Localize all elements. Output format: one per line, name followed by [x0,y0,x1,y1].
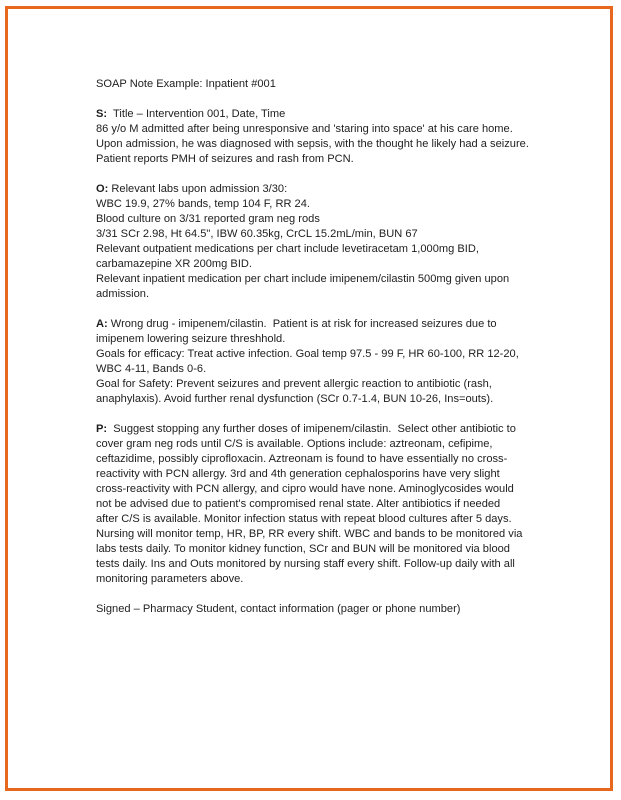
section-line [96,422,536,437]
section-line: not be advised due to patient's compromised renal state. Alter antibiotics if needed [96,498,501,510]
section-line: 3/31 SCr 2.98, Ht 64.5", IBW 60.35kg, CrCL 15.2mL/min, BUN 67 [96,228,418,240]
section-objective [96,182,536,302]
section-text: Suggest stopping any further doses of imipenem/cilastin. Select other antibiotic to [107,423,516,435]
section-label: P: [96,423,108,435]
section-line [96,317,536,332]
section-line: 86 y/o M admitted after being unresponsive and 'staring into space' at his care home. [96,123,513,135]
section-line: Relevant inpatient medication per chart include imipenem/cilastin 500mg given upon [96,273,510,285]
section-line: cross-reactivity with PCN allergy, and cipro would have none. Aminoglycosides would [96,483,514,495]
section-line: after C/S is available. Monitor infection status with repeat blood cultures after 5 days. [96,513,512,525]
section-line: Patient reports PMH of seizures and rash from PCN. [96,153,354,165]
soap-note-document [96,77,536,617]
section-line: Relevant outpatient medications per chart include levetiracetam 1,000mg BID, [96,243,479,255]
section-line: imipenem lowering seizure threshhold. [96,333,286,345]
section-label: A: [96,318,108,330]
section-line: Nursing will monitor temp, HR, BP, RR every shift. WBC and bands to be monitored via [96,528,523,540]
section-line [96,182,536,197]
signature-line: Signed – Pharmacy Student, contact information (pager or phone number) [96,603,461,615]
section-text: Relevant labs upon admission 3/30: [108,183,288,195]
section-line: Upon admission, he was diagnosed with sepsis, with the thought he likely had a seizure. [96,138,529,150]
section-text: Wrong drug - imipenem/cilastin. Patient is at risk for increased seizures due to [107,318,497,330]
section-subjective [96,107,536,167]
section-line: ceftazidime, possibly ciprofloxacin. Aztreonam is found to have essentially no cross- [96,453,508,465]
section-line: anaphylaxis). Avoid further renal dysfunction (SCr 0.7-1.4, BUN 10-26, Ins=outs). [96,393,494,405]
section-line: WBC 4-11, Bands 0-6. [96,363,207,375]
section-line: reactivity with PCN allergy. 3rd and 4th generation cephalosporins have very slight [96,468,500,480]
section-line: tests daily. Ins and Outs monitored by nursing staff every shift. Follow-up daily with all [96,558,515,570]
section-line: Goal for Safety: Prevent seizures and prevent allergic reaction to antibiotic (rash, [96,378,492,390]
section-line: carbamazepine XR 200mg BID. [96,258,253,270]
section-line: Goals for efficacy: Treat active infection. Goal temp 97.5 - 99 F, HR 60-100, RR 12-20, [96,348,519,360]
document-title: SOAP Note Example: Inpatient #001 [96,78,276,90]
section-line: labs tests daily. To monitor kidney function, SCr and BUN will be monitored via blood [96,543,510,555]
section-line: monitoring parameters above. [96,573,244,585]
section-line [96,107,536,122]
section-line: admission. [96,288,150,300]
section-assessment [96,317,536,407]
section-plan [96,422,536,587]
section-line: cover gram neg rods until C/S is available. Options include: aztreonam, cefipime, [96,438,493,450]
section-text: Title – Intervention 001, Date, Time [107,108,286,120]
section-line: Blood culture on 3/31 reported gram neg rods [96,213,320,225]
section-label: O: [96,183,109,195]
section-line: WBC 19.9, 27% bands, temp 104 F, RR 24. [96,198,310,210]
section-label: S: [96,108,108,120]
